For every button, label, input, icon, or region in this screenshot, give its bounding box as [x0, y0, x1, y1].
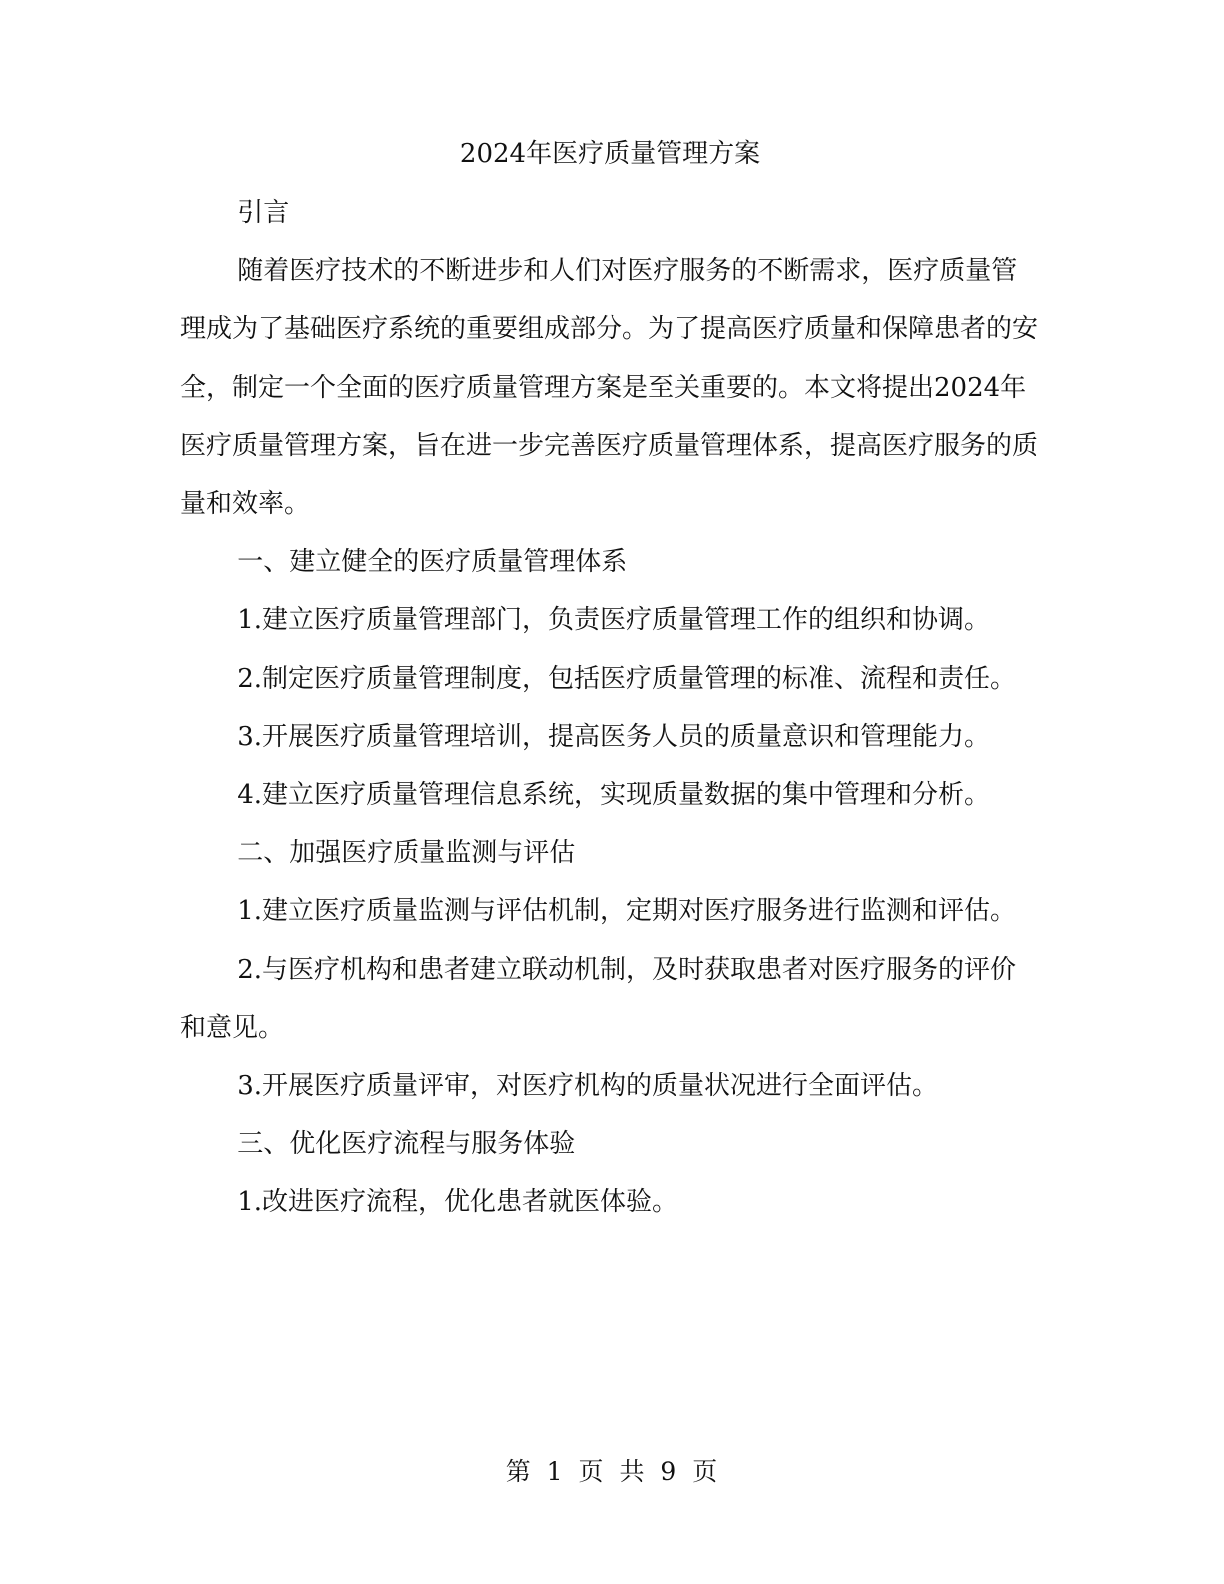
- section-heading-1: 一、建立健全的医疗质量管理体系: [237, 547, 628, 578]
- section-heading-2: 二、加强医疗质量监测与评估: [237, 838, 576, 869]
- list-item: 4.建立医疗质量管理信息系统，实现质量数据的集中管理和分析。: [237, 780, 990, 811]
- document-body: [180, 124, 1040, 1232]
- list-item: 1.建立医疗质量监测与评估机制，定期对医疗服务进行监测和评估。: [237, 896, 1016, 927]
- page-footer: 第 1 页 共 9 页: [505, 1457, 719, 1486]
- list-item: 3.开展医疗质量评审，对医疗机构的质量状况进行全面评估。: [237, 1071, 938, 1102]
- list-item: 2.制定医疗质量管理制度，包括医疗质量管理的标准、流程和责任。: [237, 663, 1016, 694]
- section-heading-intro: 引言: [237, 198, 290, 228]
- list-item: 1.改进医疗流程，优化患者就医体验。: [237, 1187, 678, 1218]
- list-item: 2.与医疗机构和患者建立联动机制，及时获取患者对医疗服务的评价和意见。: [180, 954, 1016, 1043]
- document-title: 2024年医疗质量管理方案: [459, 139, 761, 169]
- list-item: 1.建立医疗质量管理部门，负责医疗质量管理工作的组织和协调。: [237, 605, 990, 636]
- intro-paragraph: 随着医疗技术的不断进步和人们对医疗服务的不断需求，医疗质量管理成为了基础医疗系统的重要组成部分。为了提高医疗质量和保障患者的安全，制定一个全面的医疗质量管理方案是至关重要的。本文将提出2024年医疗质量管理方案，旨在进一步完善医疗质量管理体系，提高医疗服务的质量和效率。: [180, 256, 1039, 520]
- section-heading-3: 三、优化医疗流程与服务体验: [237, 1129, 576, 1160]
- list-item: 3.开展医疗质量管理培训，提高医务人员的质量意识和管理能力。: [237, 721, 990, 752]
